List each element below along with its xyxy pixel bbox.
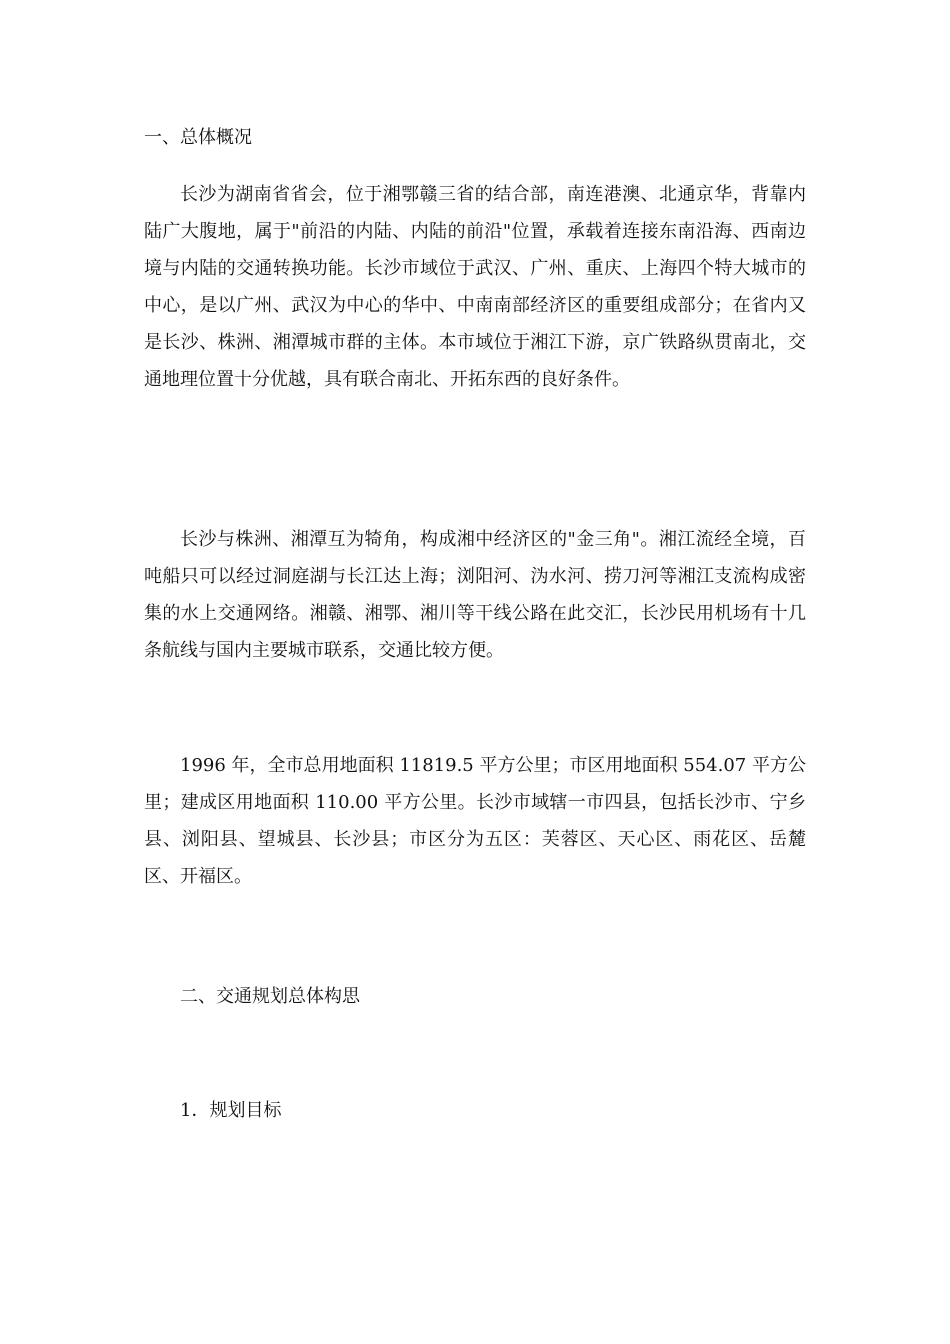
paragraph-land-area: 1996 年，全市总用地面积 11819.5 平方公里；市区用地面积 554.07 平方公里；建成区用地面积 110.00 平方公里。长沙市域辖一市四县，包括长沙市、宁乡县、浏阳县、望城县、长沙县；市区分为五区：芙蓉区、天心区、雨花区、岳麓区、开福区。 (144, 755, 806, 887)
paragraph-location: 长沙为湖南省省会，位于湘鄂赣三省的结合部，南连港澳、北通京华，背靠内陆广大腹地，属于"前沿的内陆、内陆的前沿"位置，承载着连接东南沿海、西南边境与内陆的交通转换功能。长沙市域位于武汉、广州、重庆、上海四个特大城市的中心，是以广州、武汉为中心的华中、中南南部经济区的重要组成部分；在省内又是长沙、株洲、湘潭城市群的主体。本市域位于湘江下游，京广铁路纵贯南北，交通地理位置十分优越，具有联合南北、开拓东西的良好条件。 (144, 184, 806, 390)
paragraph-golden-triangle: 长沙与株洲、湘潭互为犄角，构成湘中经济区的"金三角"。湘江流经全境，百吨船只可以经过洞庭湖与长江达上海；浏阳河、沩水河、捞刀河等湘江支流构成密集的水上交通网络。湘赣、湘鄂、湘川等干线公路在此交汇，长沙民用机场有十几条航线与国内主要城市联系，交通比较方便。 (144, 529, 806, 661)
section-heading-planning: 二、交通规划总体构思 (180, 986, 360, 1007)
section-heading-overview: 一、总体概况 (144, 127, 252, 148)
subsection-heading-goals: 1．规划目标 (180, 1100, 282, 1121)
